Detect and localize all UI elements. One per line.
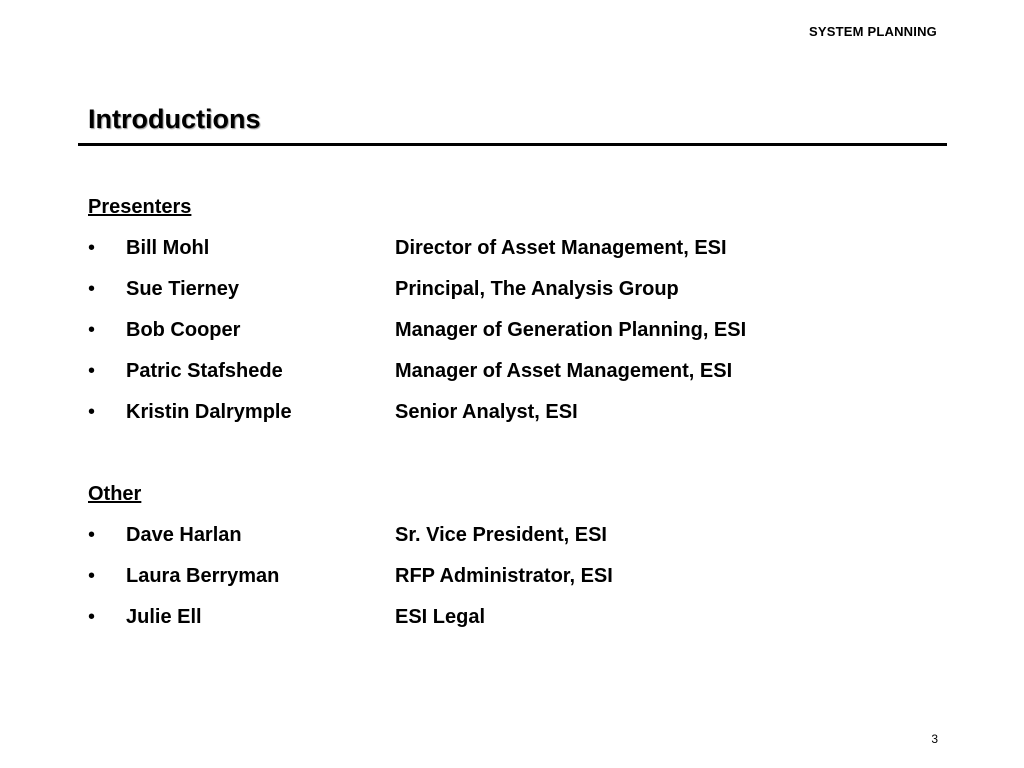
presenter-row xyxy=(88,317,938,358)
slide-content xyxy=(88,194,938,645)
person-role: ESI Legal xyxy=(395,606,486,628)
other-heading: Other xyxy=(88,483,142,505)
person-role: Manager of Generation Planning, ESI xyxy=(395,319,747,341)
bullet-icon: • xyxy=(88,524,96,546)
person-name: Sue Tierney xyxy=(126,278,240,300)
title-divider xyxy=(78,143,947,146)
person-name: Laura Berryman xyxy=(126,565,280,587)
person-role: RFP Administrator, ESI xyxy=(395,565,613,587)
bullet-icon: • xyxy=(88,401,96,423)
person-role: Sr. Vice President, ESI xyxy=(395,524,607,546)
presenters-heading: Presenters xyxy=(88,196,192,218)
person-name: Dave Harlan xyxy=(126,524,242,546)
person-name: Kristin Dalrymple xyxy=(126,401,292,423)
section-spacer xyxy=(88,440,938,481)
presenter-row xyxy=(88,276,938,317)
header-label: SYSTEM PLANNING xyxy=(809,24,937,39)
presenter-row xyxy=(88,399,938,440)
presenter-row xyxy=(88,358,938,399)
page-number: 3 xyxy=(931,732,938,746)
bullet-icon: • xyxy=(88,565,96,587)
other-person-row xyxy=(88,563,938,604)
presenter-row xyxy=(88,235,938,276)
bullet-icon: • xyxy=(88,278,96,300)
bullet-icon: • xyxy=(88,360,96,382)
person-role: Senior Analyst, ESI xyxy=(395,401,578,423)
person-role: Principal, The Analysis Group xyxy=(395,278,679,300)
person-name: Bill Mohl xyxy=(126,237,210,259)
person-name: Bob Cooper xyxy=(126,319,241,341)
person-role: Director of Asset Management, ESI xyxy=(395,237,727,259)
slide-title: Introductions xyxy=(88,104,261,134)
person-role: Manager of Asset Management, ESI xyxy=(395,360,733,382)
person-name: Patric Stafshede xyxy=(126,360,283,382)
bullet-icon: • xyxy=(88,606,96,628)
other-person-row xyxy=(88,604,938,645)
bullet-icon: • xyxy=(88,319,96,341)
bullet-icon: • xyxy=(88,237,96,259)
person-name: Julie Ell xyxy=(126,606,202,628)
other-person-row xyxy=(88,522,938,563)
